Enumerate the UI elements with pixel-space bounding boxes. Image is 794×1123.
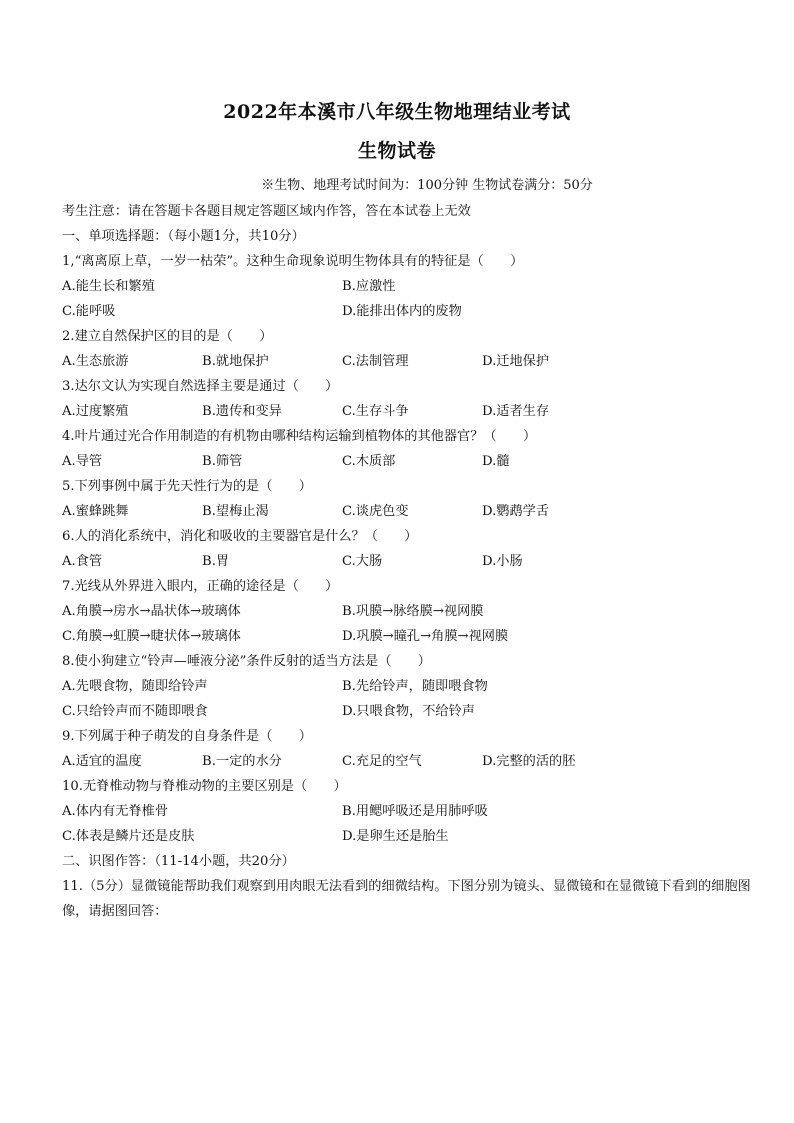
option-a: A.食管: [62, 554, 103, 569]
option-b: B.巩膜→脉络膜→视网膜: [342, 604, 484, 619]
options-q3: [62, 399, 752, 424]
option-a: A.体内有无脊椎骨: [62, 804, 169, 819]
candidate-notice: 考生注意：请在答题卡各题目规定答题区域内作答，答在本试卷上无效: [62, 204, 471, 219]
option-a: A.导管: [62, 454, 103, 469]
options-q10-row2: [62, 824, 752, 849]
question-10: 10.无脊椎动物与脊椎动物的主要区别是（ ）: [62, 779, 347, 794]
options-q9: [62, 749, 752, 774]
question-11: 11.（5分）显微镜能帮助我们观察到用肉眼无法看到的细微结构。下图分别为镜头、显微镜和在显微镜下看到的细胞图像，请据图回答：: [62, 879, 751, 919]
question-3: 3.达尔文认为实现自然选择主要是通过（ ）: [62, 379, 339, 394]
section-heading-1: 一、单项选择题：（每小题1分，共10分）: [62, 229, 305, 244]
exam-body: [62, 199, 752, 924]
option-b: B.胃: [202, 554, 230, 569]
question-2: 2.建立自然保护区的目的是（ ）: [62, 329, 273, 344]
question-8: 8.使小狗建立“铃声—唾液分泌”条件反射的适当方法是（ ）: [62, 654, 431, 669]
paper-subtitle: 生物试卷: [357, 140, 436, 162]
option-d: D.适者生存: [482, 404, 550, 419]
option-d: D.是卵生还是胎生: [342, 829, 449, 844]
options-q7-row2: [62, 624, 752, 649]
option-c: C.木质部: [342, 454, 396, 469]
option-d: D.能排出体内的废物: [342, 304, 462, 319]
option-c: C.充足的空气: [342, 754, 422, 769]
options-q8-row2: [62, 699, 752, 724]
options-q1: [62, 274, 752, 299]
option-a: A.过度繁殖: [62, 404, 129, 419]
option-d: D.鹦鹉学舌: [482, 504, 550, 519]
question-5: 5.下列事例中属于先天性行为的是（ ）: [62, 479, 312, 494]
option-a: A.蜜蜂跳舞: [62, 504, 129, 519]
options-q10: [62, 799, 752, 824]
option-a: A.能生长和繁殖: [62, 279, 155, 294]
exam-title: 2022年本溪市八年级生物地理结业考试: [223, 101, 571, 123]
option-d: D.只喂食物，不给铃声: [342, 704, 475, 719]
options-q1-row2: [62, 299, 752, 324]
question-7: 7.光线从外界进入眼内，正确的途径是（ ）: [62, 579, 339, 594]
option-a: A.角膜→房水→晶状体→玻璃体: [62, 604, 241, 619]
option-c: C.体表是鳞片还是皮肤: [62, 829, 195, 844]
question-1: 1,“离离原上草，一岁一枯荣”。这种生命现象说明生物体具有的特征是（ ）: [62, 254, 524, 269]
option-b: B.筛管: [202, 454, 243, 469]
option-d: D.迁地保护: [482, 354, 550, 369]
options-q7: [62, 599, 752, 624]
option-b: B.用鳃呼吸还是用肺呼吸: [342, 804, 488, 819]
option-a: A.先喂食物，随即给铃声: [62, 679, 208, 694]
option-a: A.生态旅游: [62, 354, 129, 369]
option-b: B.望梅止渴: [202, 504, 269, 519]
option-c: C.能呼吸: [62, 304, 116, 319]
options-q5: [62, 499, 752, 524]
option-c: C.角膜→虹膜→睫状体→玻璃体: [62, 629, 241, 644]
options-q2: [62, 349, 752, 374]
option-c: C.法制管理: [342, 354, 409, 369]
option-c: C.谈虎色变: [342, 504, 409, 519]
question-4: 4.叶片通过光合作用制造的有机物由哪种结构运输到植物体的其他器官？（ ）: [62, 429, 537, 444]
option-b: B.先给铃声，随即喂食物: [342, 679, 488, 694]
option-b: B.应激性: [342, 279, 396, 294]
option-b: B.一定的水分: [202, 754, 282, 769]
options-q6: [62, 549, 752, 574]
option-d: D.完整的活的胚: [482, 754, 576, 769]
question-6: 6.人的消化系统中，消化和吸收的主要器官是什么？（ ）: [62, 529, 418, 544]
section-heading-2: 二、识图作答：（11-14小题，共20分）: [62, 854, 295, 869]
option-b: B.就地保护: [202, 354, 269, 369]
exam-time-note: ※生物、地理考试时间为：100分钟 生物试卷满分：50分: [261, 178, 593, 193]
option-d: D.巩膜→瞳孔→角膜→视网膜: [342, 629, 509, 644]
option-b: B.遗传和变异: [202, 404, 282, 419]
option-d: D.小肠: [482, 554, 523, 569]
question-9: 9.下列属于种子萌发的自身条件是（ ）: [62, 729, 312, 744]
options-q8: [62, 674, 752, 699]
options-q4: [62, 449, 752, 474]
option-c: C.大肠: [342, 554, 383, 569]
option-c: C.只给铃声而不随即喂食: [62, 704, 208, 719]
option-c: C.生存斗争: [342, 404, 409, 419]
option-d: D.髓: [482, 454, 510, 469]
option-a: A.适宜的温度: [62, 754, 142, 769]
